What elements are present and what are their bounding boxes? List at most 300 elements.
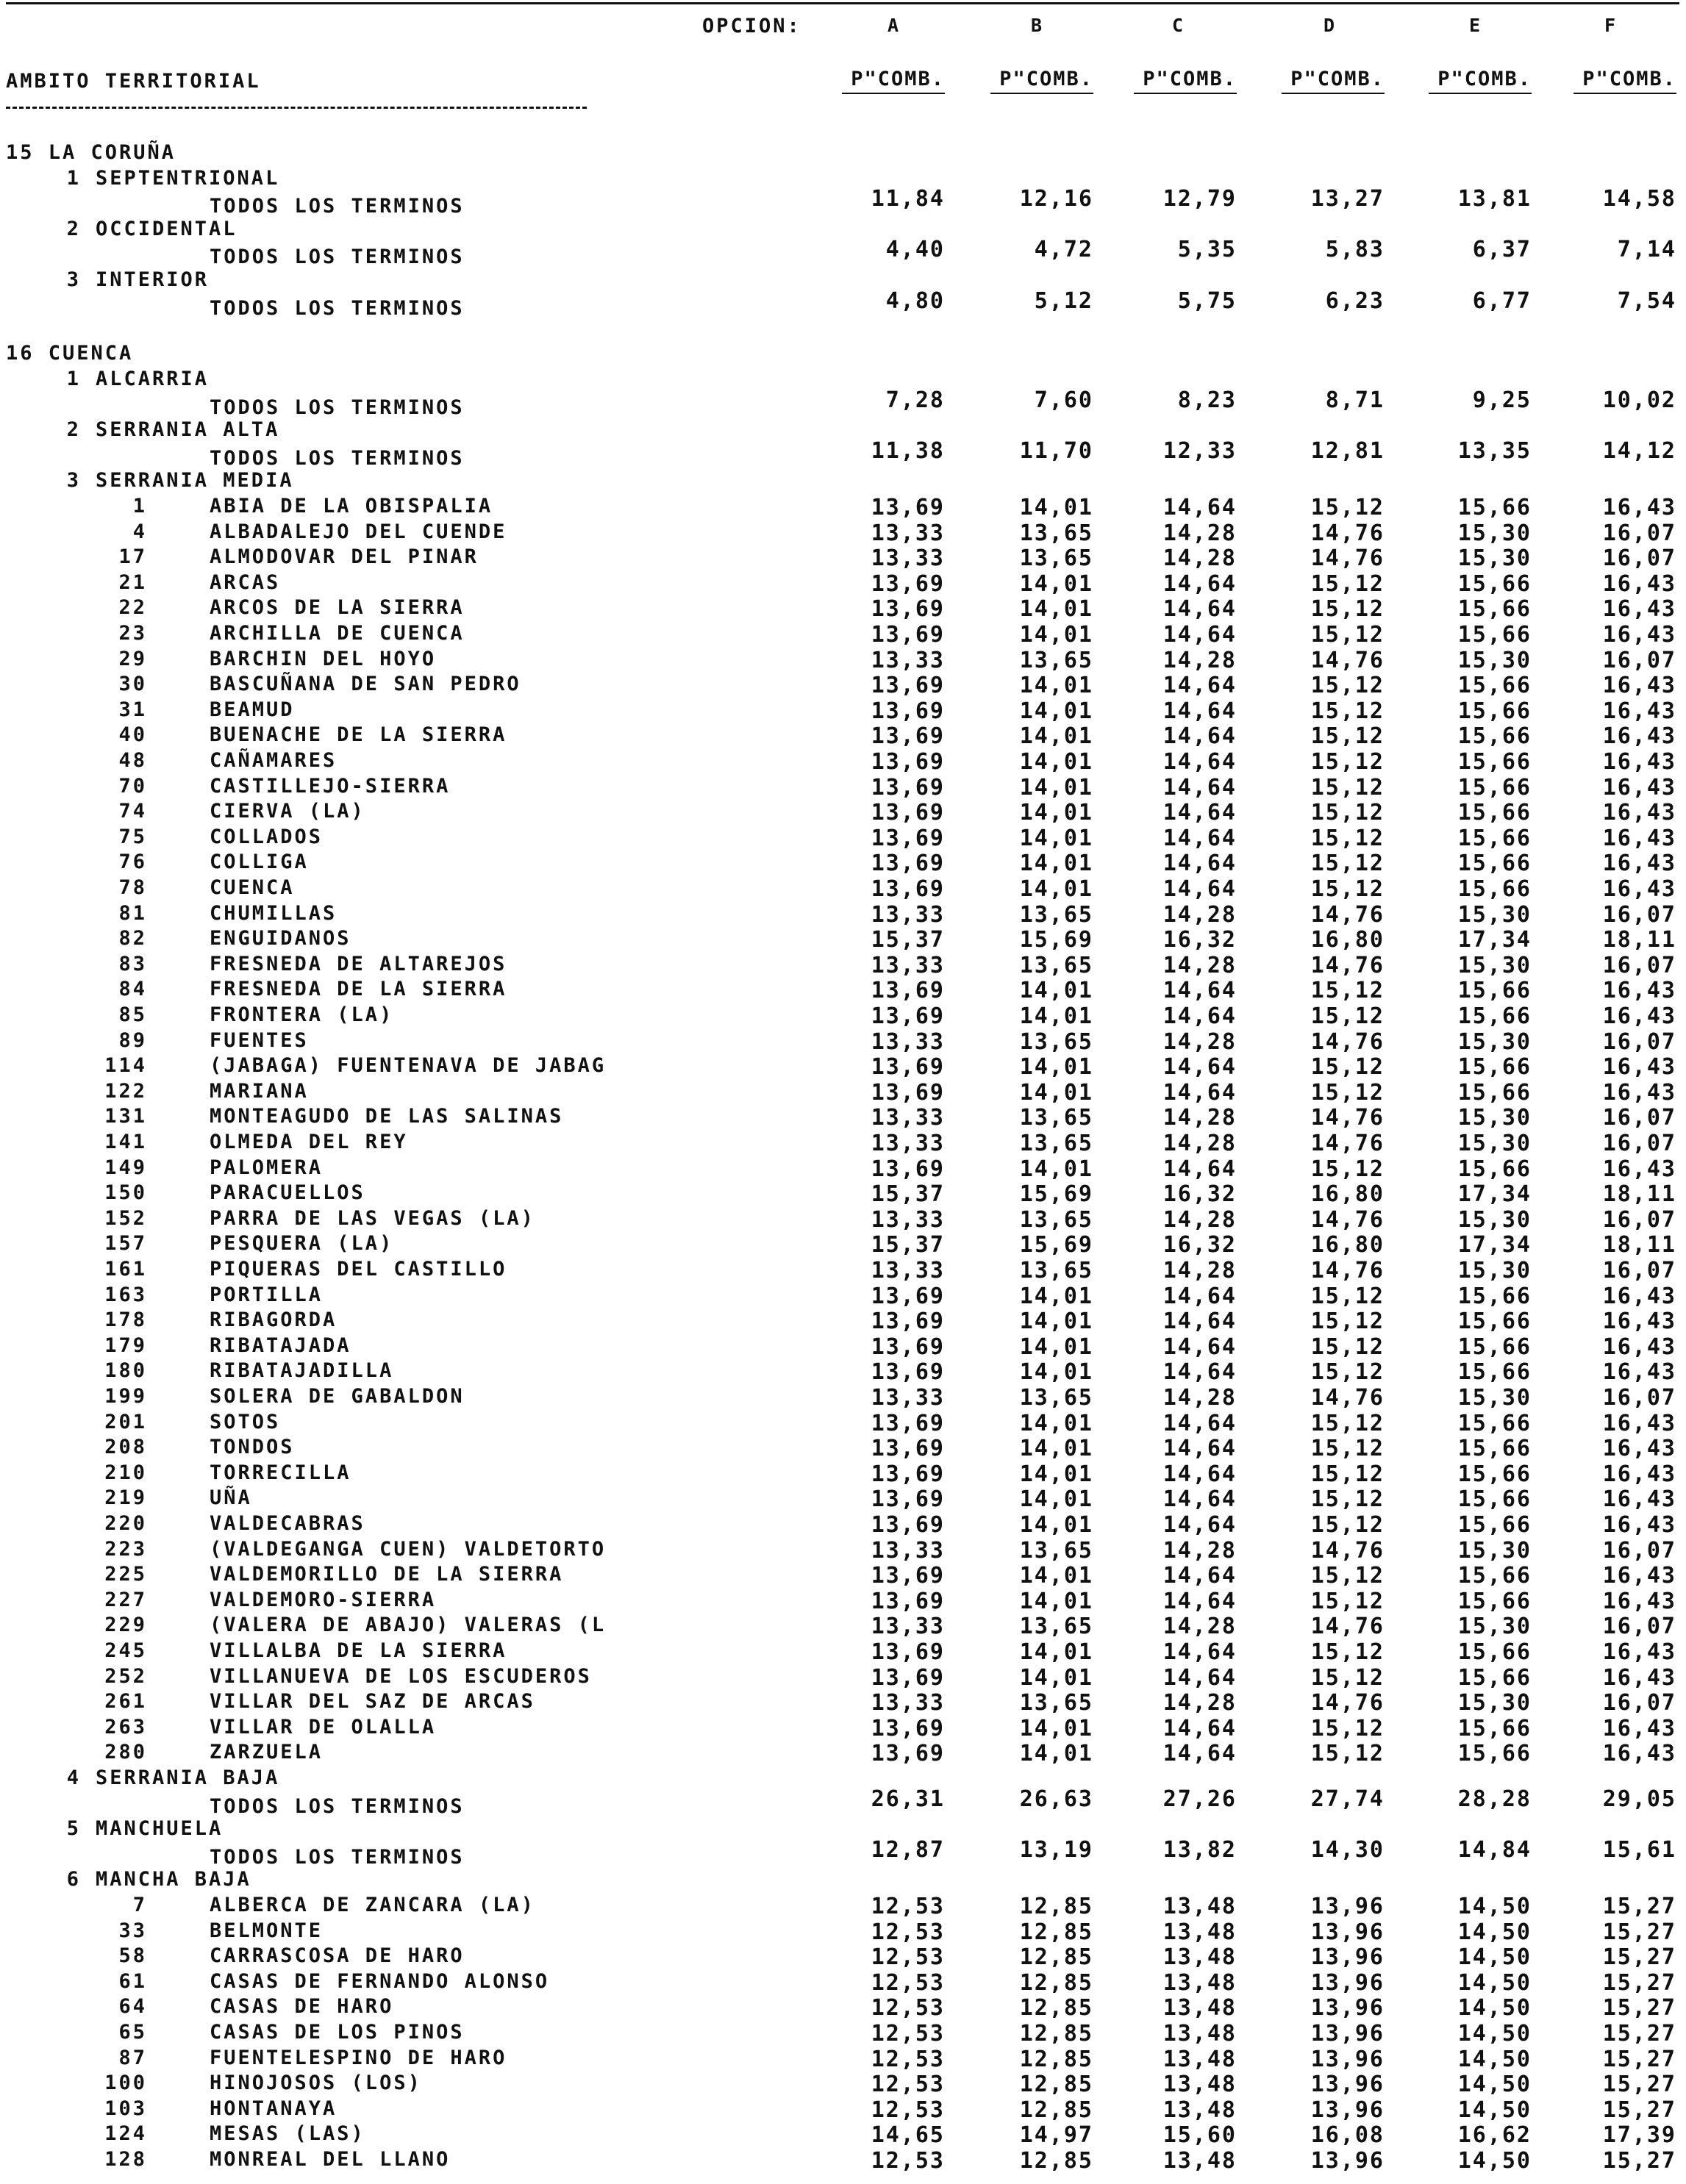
municipio-code: 33	[118, 1919, 147, 1942]
municipio-row	[0, 1589, 1686, 1614]
value-d: 5,83	[1325, 237, 1385, 262]
value-c: 14,28	[1162, 902, 1237, 928]
value-c: 14,64	[1162, 800, 1237, 826]
municipio-code: 149	[104, 1156, 147, 1179]
municipio-name: CIERVA (LA)	[210, 800, 365, 823]
opcion-label: OPCION:	[702, 15, 801, 37]
value-f: 16,43	[1602, 1486, 1676, 1512]
municipio-name: BARCHIN DEL HOYO	[210, 648, 437, 670]
municipio-row	[0, 902, 1686, 927]
value-b: 15,69	[1019, 1232, 1093, 1258]
municipio-code: 87	[118, 2047, 147, 2069]
comarca-number: 3	[66, 268, 81, 291]
value-c: 14,64	[1162, 876, 1237, 902]
value-e: 14,84	[1457, 1837, 1532, 1863]
value-c: 14,64	[1162, 1283, 1237, 1309]
value-d: 13,96	[1310, 2072, 1385, 2097]
municipio-name: CHUMILLAS	[210, 902, 337, 925]
value-b: 15,69	[1019, 1181, 1093, 1207]
value-b: 12,85	[1019, 1919, 1093, 1945]
value-d: 13,96	[1310, 2097, 1385, 2123]
municipio-row	[0, 520, 1686, 545]
value-b: 12,85	[1019, 2047, 1093, 2072]
municipio-row	[0, 1563, 1686, 1588]
comarca-number: 5	[66, 1817, 81, 1840]
value-b: 14,01	[1019, 1589, 1093, 1614]
comarca-number: 1	[66, 368, 81, 390]
municipio-name: ZARZUELA	[210, 1741, 324, 1764]
value-a: 13,69	[871, 1411, 945, 1436]
municipio-code: 84	[118, 978, 147, 1000]
municipio-row	[0, 1894, 1686, 1919]
value-e: 14,50	[1457, 2047, 1532, 2072]
municipio-code: 76	[118, 851, 147, 873]
municipio-code: 114	[104, 1054, 147, 1077]
municipio-name: (VALERA DE ABAJO) VALERAS (L	[210, 1614, 607, 1636]
column-underline-e	[1429, 93, 1532, 94]
column-subheader-d: P"COMB.	[1290, 68, 1385, 90]
value-e: 15,66	[1457, 1359, 1532, 1385]
value-c: 14,64	[1162, 1054, 1237, 1080]
value-c: 13,48	[1162, 1970, 1237, 1996]
value-d: 15,12	[1310, 1436, 1385, 1461]
value-d: 15,12	[1310, 1741, 1385, 1766]
value-c: 14,64	[1162, 1308, 1237, 1334]
municipio-row	[0, 1334, 1686, 1359]
value-b: 13,19	[1019, 1837, 1093, 1863]
value-b: 14,01	[1019, 826, 1093, 851]
municipio-name: VALDEMORILLO DE LA SIERRA	[210, 1563, 564, 1586]
municipio-row	[0, 1639, 1686, 1664]
value-c: 12,33	[1162, 438, 1237, 464]
todos-label: TODOS LOS TERMINOS	[210, 246, 465, 268]
province-row	[0, 141, 1686, 166]
value-f: 16,43	[1602, 1080, 1676, 1106]
top-rule	[6, 2, 1679, 4]
municipio-code: 199	[104, 1385, 147, 1408]
value-c: 15,60	[1162, 2122, 1237, 2148]
municipio-code: 58	[118, 1944, 147, 1967]
municipio-name: HINOJOSOS (LOS)	[210, 2072, 422, 2094]
value-f: 15,27	[1602, 1970, 1676, 1996]
value-b: 13,65	[1019, 953, 1093, 978]
municipio-name: FUENTES	[210, 1029, 309, 1052]
value-c: 14,64	[1162, 826, 1237, 851]
value-e: 15,66	[1457, 723, 1532, 749]
value-a: 13,69	[871, 673, 945, 698]
municipio-name: ARCOS DE LA SIERRA	[210, 596, 465, 619]
value-d: 14,76	[1310, 1538, 1385, 1564]
value-e: 15,66	[1457, 1512, 1532, 1538]
value-c: 14,64	[1162, 622, 1237, 648]
municipio-code: 124	[104, 2122, 147, 2145]
value-a: 13,69	[871, 1003, 945, 1029]
value-f: 16,43	[1602, 1054, 1676, 1080]
comarca-number: 1	[66, 167, 81, 190]
municipio-row	[0, 1995, 1686, 2020]
municipio-row	[0, 2097, 1686, 2122]
value-a: 12,53	[871, 2148, 945, 2174]
value-b: 14,01	[1019, 596, 1093, 622]
value-f: 15,27	[1602, 1894, 1676, 1919]
column-underline-f	[1574, 93, 1676, 94]
municipio-row	[0, 1970, 1686, 1995]
value-f: 16,07	[1602, 520, 1676, 546]
municipio-row	[0, 1054, 1686, 1079]
value-f: 16,43	[1602, 673, 1676, 698]
municipio-name: BUENACHE DE LA SIERRA	[210, 723, 507, 746]
value-f: 15,27	[1602, 2021, 1676, 2047]
value-c: 13,48	[1162, 2148, 1237, 2174]
value-a: 13,33	[871, 1690, 945, 1716]
municipio-name: PORTILLA	[210, 1283, 324, 1306]
value-a: 13,33	[871, 520, 945, 546]
municipio-row	[0, 876, 1686, 901]
municipio-name: SOLERA DE GABALDON	[210, 1385, 465, 1408]
value-e: 15,66	[1457, 1003, 1532, 1029]
value-e: 15,66	[1457, 1054, 1532, 1080]
value-f: 16,43	[1602, 1589, 1676, 1614]
value-b: 15,69	[1019, 927, 1093, 953]
value-f: 16,43	[1602, 622, 1676, 648]
value-e: 15,66	[1457, 495, 1532, 520]
value-d: 15,12	[1310, 1080, 1385, 1106]
municipio-row	[0, 1359, 1686, 1384]
value-c: 13,82	[1162, 1837, 1237, 1863]
value-a: 13,33	[871, 648, 945, 673]
comarca-row	[0, 469, 1686, 494]
value-d: 12,81	[1310, 438, 1385, 464]
value-e: 15,30	[1457, 545, 1532, 571]
municipio-name: FRESNEDA DE LA SIERRA	[210, 978, 507, 1000]
value-c: 14,64	[1162, 851, 1237, 876]
value-f: 16,43	[1602, 1283, 1676, 1309]
value-c: 14,64	[1162, 698, 1237, 724]
value-c: 16,32	[1162, 1181, 1237, 1207]
value-c: 14,64	[1162, 1716, 1237, 1741]
value-e: 15,30	[1457, 1029, 1532, 1055]
value-d: 16,80	[1310, 1181, 1385, 1207]
todos-row	[0, 387, 1686, 419]
municipio-code: 89	[118, 1029, 147, 1052]
value-d: 15,12	[1310, 826, 1385, 851]
municipio-code: 141	[104, 1131, 147, 1153]
municipio-code: 81	[118, 902, 147, 925]
value-b: 13,65	[1019, 545, 1093, 571]
municipio-name: CASAS DE FERNANDO ALONSO	[210, 1970, 550, 1993]
municipio-name: VILLAR DEL SAZ DE ARCAS	[210, 1690, 535, 1713]
value-f: 16,43	[1602, 1639, 1676, 1665]
todos-row	[0, 438, 1686, 470]
value-c: 14,64	[1162, 596, 1237, 622]
value-a: 13,69	[871, 1436, 945, 1461]
value-e: 15,30	[1457, 1385, 1532, 1411]
value-a: 13,69	[871, 723, 945, 749]
comarca-name: SEPTENTRIONAL	[96, 167, 280, 190]
value-c: 14,28	[1162, 953, 1237, 978]
value-e: 15,66	[1457, 876, 1532, 902]
value-e: 15,66	[1457, 1639, 1532, 1665]
value-e: 15,66	[1457, 1741, 1532, 1766]
value-e: 6,37	[1472, 237, 1532, 262]
value-b: 14,01	[1019, 495, 1093, 520]
value-d: 15,12	[1310, 673, 1385, 698]
value-d: 13,96	[1310, 1944, 1385, 1970]
value-d: 16,08	[1310, 2122, 1385, 2148]
value-d: 15,12	[1310, 1665, 1385, 1691]
value-d: 16,80	[1310, 927, 1385, 953]
value-d: 15,12	[1310, 1486, 1385, 1512]
value-e: 14,50	[1457, 1995, 1532, 2021]
value-f: 16,43	[1602, 876, 1676, 902]
value-c: 14,64	[1162, 1563, 1237, 1589]
value-f: 16,43	[1602, 749, 1676, 775]
comarca-number: 2	[66, 218, 81, 240]
municipio-code: 7	[132, 1894, 147, 1916]
municipio-name: BEAMUD	[210, 698, 295, 721]
value-a: 13,69	[871, 826, 945, 851]
municipio-name: RIBAGORDA	[210, 1308, 337, 1331]
value-e: 15,66	[1457, 800, 1532, 826]
value-c: 14,64	[1162, 673, 1237, 698]
todos-row	[0, 237, 1686, 268]
value-b: 13,65	[1019, 520, 1093, 546]
municipio-row	[0, 1716, 1686, 1741]
value-b: 13,65	[1019, 1105, 1093, 1131]
municipio-row	[0, 1207, 1686, 1232]
value-f: 16,43	[1602, 1563, 1676, 1589]
value-a: 13,69	[871, 1359, 945, 1385]
value-e: 15,66	[1457, 749, 1532, 775]
municipio-code: 65	[118, 2021, 147, 2044]
column-letter-f: F	[1604, 15, 1617, 36]
value-a: 13,69	[871, 622, 945, 648]
value-f: 16,43	[1602, 1334, 1676, 1360]
value-d: 15,12	[1310, 495, 1385, 520]
municipio-row	[0, 2122, 1686, 2147]
column-subheader-f: P"COMB.	[1582, 68, 1676, 90]
value-e: 15,66	[1457, 1563, 1532, 1589]
value-c: 13,48	[1162, 1919, 1237, 1945]
value-b: 5,12	[1034, 288, 1093, 314]
province-label: 16 CUENCA	[6, 342, 134, 365]
value-a: 12,53	[871, 1894, 945, 1919]
municipio-name: FRESNEDA DE ALTAREJOS	[210, 953, 507, 975]
value-d: 14,76	[1310, 1258, 1385, 1283]
value-c: 14,28	[1162, 545, 1237, 571]
value-e: 14,50	[1457, 1894, 1532, 1919]
value-d: 6,23	[1325, 288, 1385, 314]
value-c: 14,28	[1162, 1105, 1237, 1131]
municipio-name: CUENCA	[210, 876, 295, 899]
value-d: 14,30	[1310, 1837, 1385, 1863]
value-d: 16,80	[1310, 1232, 1385, 1258]
value-a: 13,69	[871, 1741, 945, 1766]
value-e: 6,77	[1472, 288, 1532, 314]
value-b: 12,85	[1019, 2148, 1093, 2174]
column-subheader-b: P"COMB.	[999, 68, 1093, 90]
municipio-code: 201	[104, 1411, 147, 1433]
value-d: 14,76	[1310, 953, 1385, 978]
value-f: 16,43	[1602, 1411, 1676, 1436]
value-e: 15,30	[1457, 1538, 1532, 1564]
value-c: 8,23	[1177, 387, 1237, 413]
value-a: 13,33	[871, 1614, 945, 1639]
value-f: 16,07	[1602, 1258, 1676, 1283]
value-d: 14,76	[1310, 545, 1385, 571]
value-f: 16,07	[1602, 1131, 1676, 1156]
value-c: 14,64	[1162, 1003, 1237, 1029]
municipio-row	[0, 723, 1686, 748]
municipio-name: HONTANAYA	[210, 2097, 337, 2120]
value-d: 15,12	[1310, 749, 1385, 775]
municipio-name: CARRASCOSA DE HARO	[210, 1944, 465, 1967]
municipio-row	[0, 826, 1686, 851]
value-d: 15,12	[1310, 1054, 1385, 1080]
municipio-row	[0, 495, 1686, 520]
municipio-row	[0, 1614, 1686, 1639]
value-e: 15,66	[1457, 1308, 1532, 1334]
municipio-row	[0, 2021, 1686, 2046]
municipio-row	[0, 1105, 1686, 1130]
municipio-row	[0, 545, 1686, 570]
value-a: 13,69	[871, 800, 945, 826]
value-a: 13,69	[871, 698, 945, 724]
municipio-row	[0, 1436, 1686, 1461]
value-b: 14,01	[1019, 1411, 1093, 1436]
value-b: 13,65	[1019, 1385, 1093, 1411]
value-e: 14,50	[1457, 2097, 1532, 2123]
value-b: 14,01	[1019, 1156, 1093, 1182]
value-b: 14,01	[1019, 978, 1093, 1003]
value-d: 15,12	[1310, 1512, 1385, 1538]
comarca-number: 3	[66, 469, 81, 492]
province-row	[0, 342, 1686, 367]
municipio-code: 225	[104, 1563, 147, 1586]
column-letter-e: E	[1468, 15, 1482, 36]
municipio-name: BELMONTE	[210, 1919, 324, 1942]
value-b: 14,01	[1019, 1639, 1093, 1665]
municipio-code: 48	[118, 749, 147, 772]
value-c: 13,48	[1162, 1894, 1237, 1919]
value-d: 15,12	[1310, 800, 1385, 826]
value-e: 9,25	[1472, 387, 1532, 413]
value-f: 16,43	[1602, 1716, 1676, 1741]
municipio-row	[0, 1461, 1686, 1486]
municipio-name: RIBATAJADILLA	[210, 1359, 394, 1382]
column-letter-c: C	[1171, 15, 1185, 36]
value-e: 17,34	[1457, 927, 1532, 953]
municipio-row	[0, 1665, 1686, 1690]
municipio-code: 85	[118, 1003, 147, 1026]
value-f: 16,43	[1602, 571, 1676, 597]
municipio-name: MONREAL DEL LLANO	[210, 2148, 451, 2171]
value-e: 14,50	[1457, 1919, 1532, 1945]
value-b: 14,01	[1019, 775, 1093, 801]
value-b: 11,70	[1019, 438, 1093, 464]
value-c: 14,64	[1162, 1080, 1237, 1106]
municipio-row	[0, 1538, 1686, 1563]
municipio-row	[0, 1181, 1686, 1206]
todos-label: TODOS LOS TERMINOS	[210, 396, 465, 419]
value-f: 16,43	[1602, 800, 1676, 826]
value-b: 12,85	[1019, 1970, 1093, 1996]
value-e: 15,66	[1457, 1156, 1532, 1182]
municipio-name: PARRA DE LAS VEGAS (LA)	[210, 1207, 535, 1230]
value-d: 14,76	[1310, 1614, 1385, 1639]
value-d: 13,96	[1310, 1995, 1385, 2021]
value-a: 13,33	[871, 1029, 945, 1055]
value-c: 14,28	[1162, 1538, 1237, 1564]
value-f: 16,43	[1602, 1436, 1676, 1461]
value-f: 16,43	[1602, 1308, 1676, 1334]
value-f: 16,43	[1602, 698, 1676, 724]
value-f: 16,07	[1602, 953, 1676, 978]
value-a: 11,84	[871, 186, 945, 212]
value-b: 14,01	[1019, 749, 1093, 775]
value-c: 14,64	[1162, 1359, 1237, 1385]
municipio-code: 1	[132, 495, 147, 518]
value-c: 14,64	[1162, 1486, 1237, 1512]
value-a: 13,69	[871, 1054, 945, 1080]
value-b: 13,65	[1019, 1258, 1093, 1283]
value-b: 14,01	[1019, 1436, 1093, 1461]
value-a: 15,37	[871, 927, 945, 953]
value-a: 26,31	[871, 1786, 945, 1812]
municipio-code: 70	[118, 775, 147, 798]
municipio-name: ALMODOVAR DEL PINAR	[210, 545, 479, 568]
value-b: 14,01	[1019, 1563, 1093, 1589]
value-a: 13,69	[871, 495, 945, 520]
value-f: 16,43	[1602, 1741, 1676, 1766]
value-f: 18,11	[1602, 1232, 1676, 1258]
value-f: 15,61	[1602, 1837, 1676, 1863]
value-c: 14,64	[1162, 1741, 1237, 1766]
value-f: 16,43	[1602, 1156, 1676, 1182]
comarca-name: MANCHUELA	[96, 1817, 224, 1840]
municipio-name: CASAS DE LOS PINOS	[210, 2021, 465, 2044]
municipio-name: UÑA	[210, 1486, 252, 1509]
comarca-row	[0, 1868, 1686, 1893]
municipio-code: 220	[104, 1512, 147, 1535]
municipio-row	[0, 1385, 1686, 1410]
municipio-code: 75	[118, 826, 147, 848]
municipio-code: 82	[118, 927, 147, 950]
value-d: 15,12	[1310, 1639, 1385, 1665]
comarca-name: ALCARRIA	[96, 368, 210, 390]
municipio-code: 245	[104, 1639, 147, 1662]
value-b: 14,01	[1019, 1003, 1093, 1029]
value-a: 12,53	[871, 2072, 945, 2097]
value-b: 14,01	[1019, 800, 1093, 826]
municipio-row	[0, 571, 1686, 596]
value-a: 13,69	[871, 876, 945, 902]
value-a: 12,53	[871, 2021, 945, 2047]
value-f: 17,39	[1602, 2122, 1676, 2148]
municipio-code: 74	[118, 800, 147, 823]
municipio-row	[0, 1919, 1686, 1944]
column-underline-a	[842, 93, 945, 94]
value-d: 15,12	[1310, 775, 1385, 801]
value-a: 13,69	[871, 1283, 945, 1309]
municipio-code: 252	[104, 1665, 147, 1688]
value-a: 4,80	[885, 288, 945, 314]
municipio-row	[0, 2148, 1686, 2173]
value-c: 13,48	[1162, 1944, 1237, 1970]
municipio-row	[0, 1029, 1686, 1054]
column-underline-c	[1134, 93, 1237, 94]
value-e: 15,30	[1457, 1105, 1532, 1131]
